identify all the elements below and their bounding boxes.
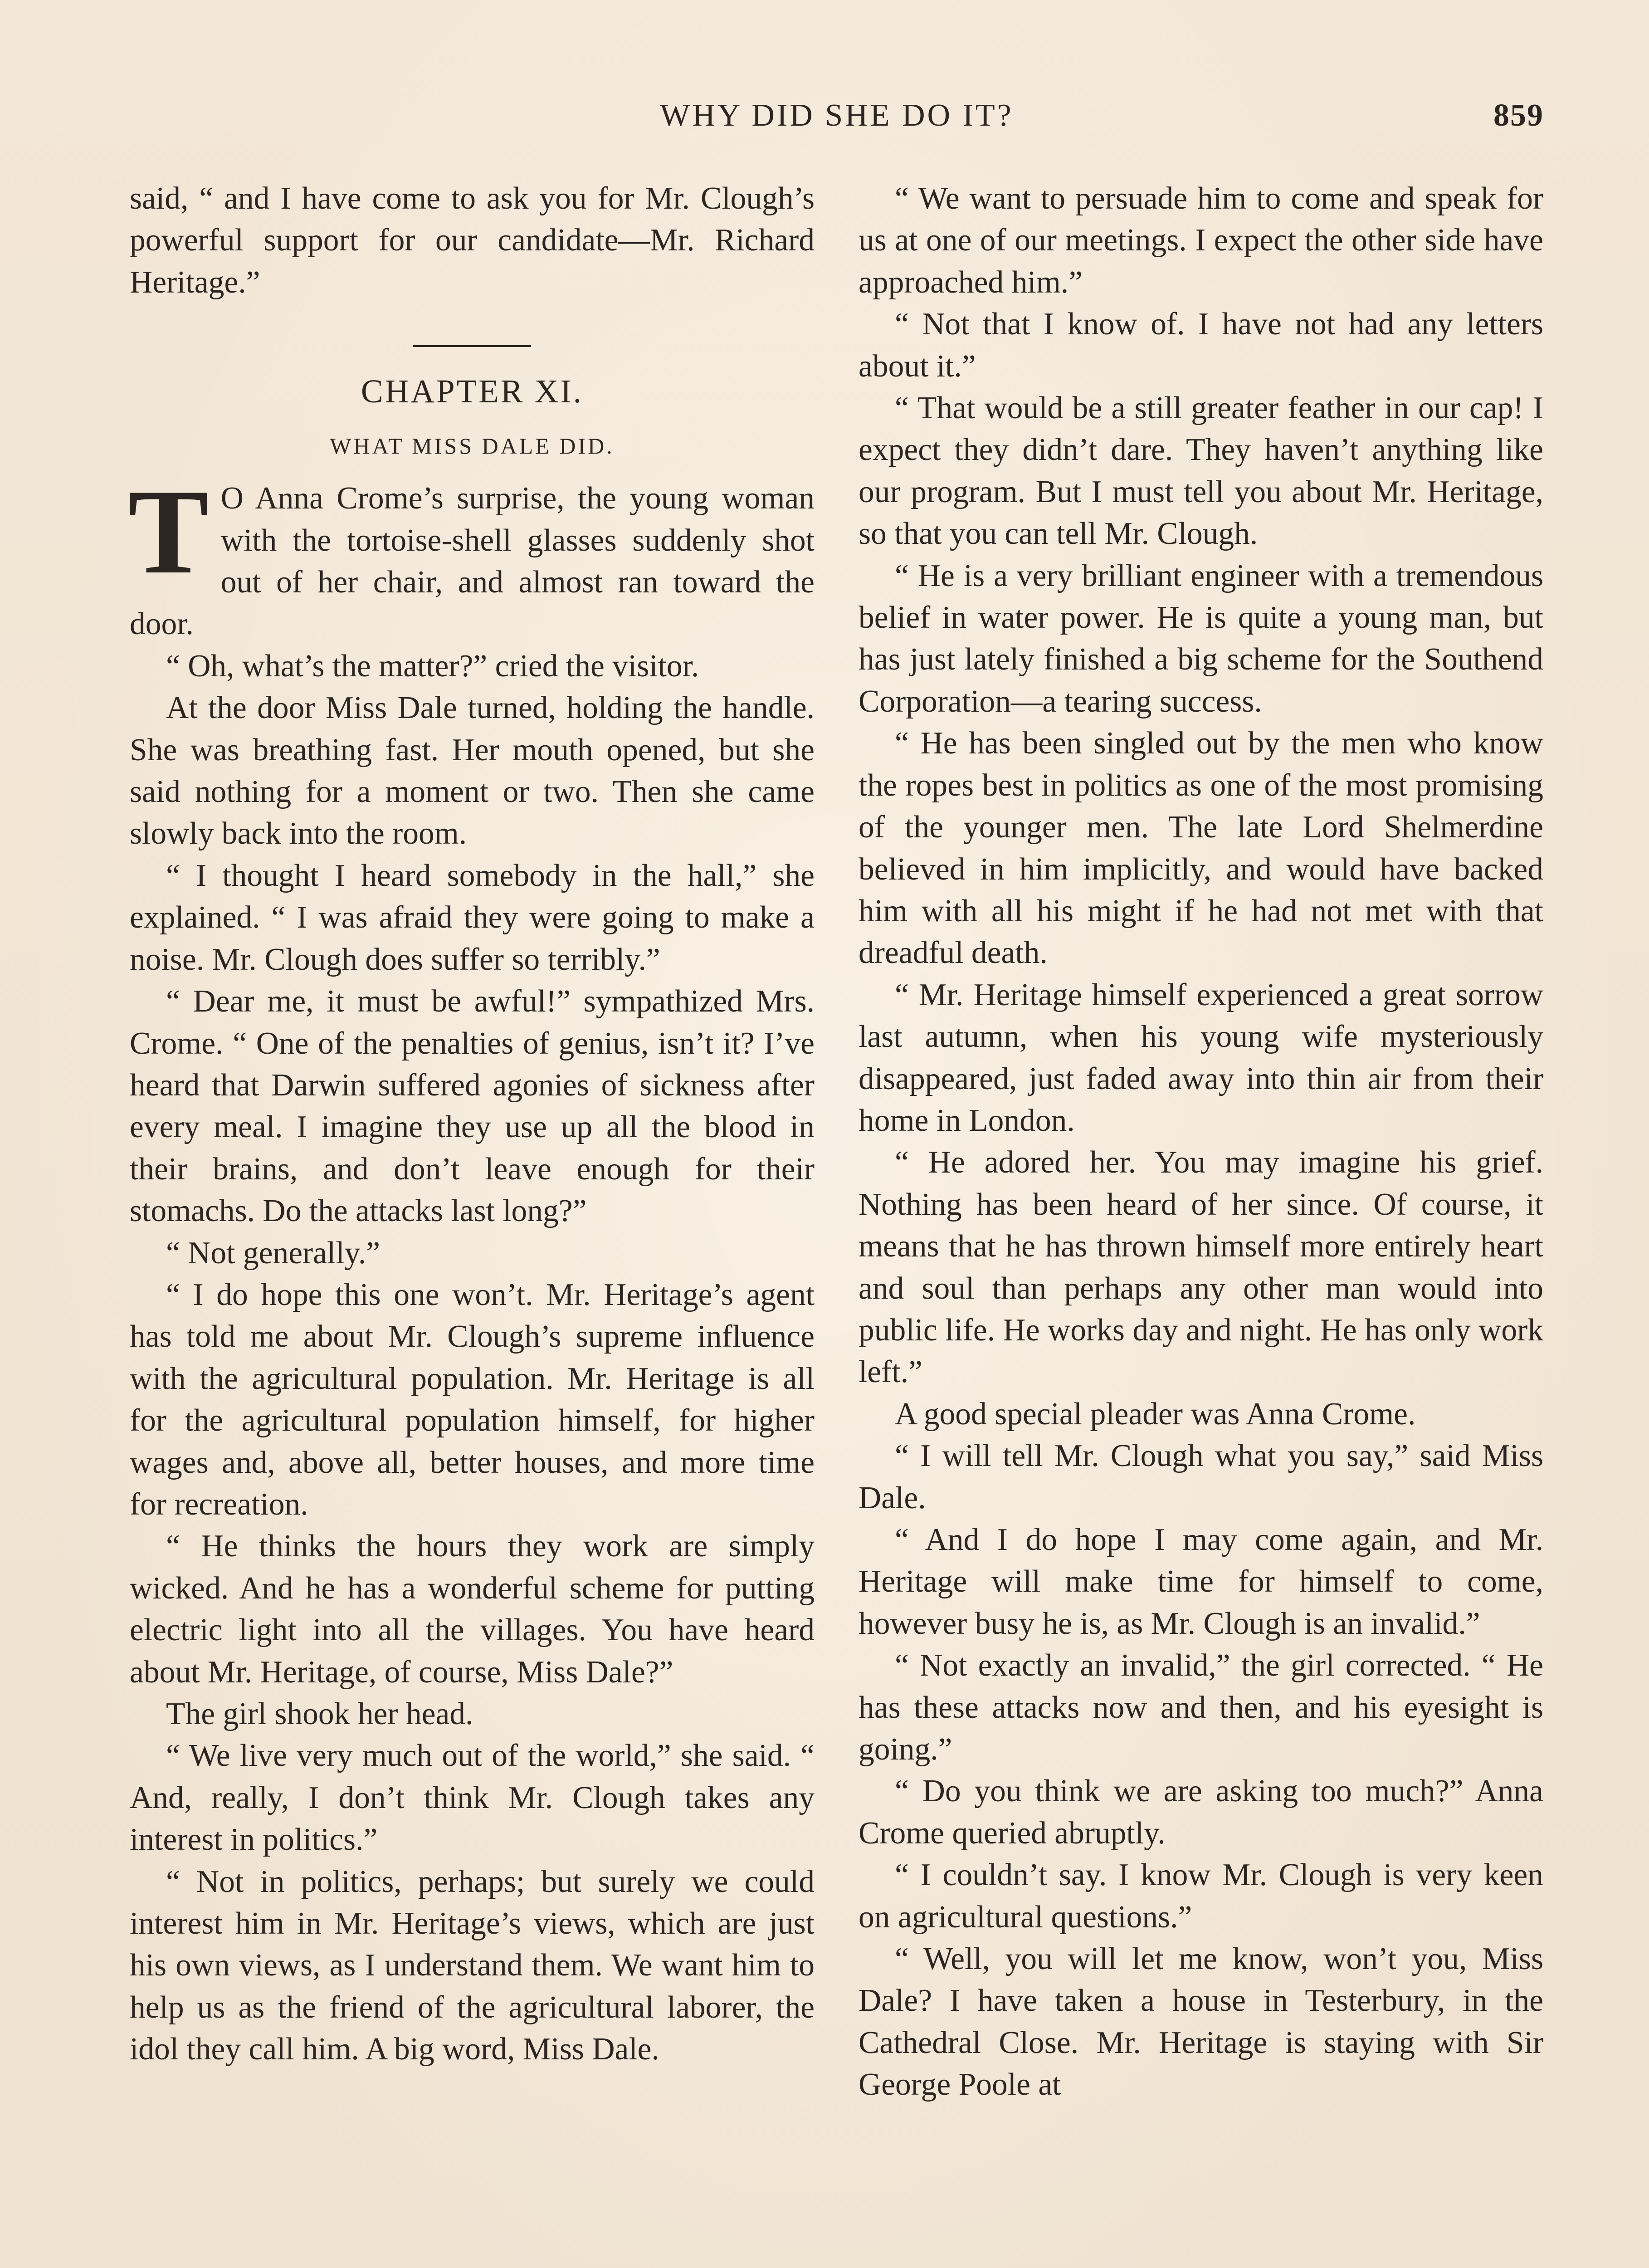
paragraph: “ Dear me, it must be awful!” sympathized Mrs. Crome. “ One of the penalties of genius, isn’t it? I’ve heard that Darwin suffered agonies of sickness after every meal. I imagine they use up all the blood in their brains, and don’t leave enough for their stomachs. Do the attacks last long?” (130, 984, 815, 1229)
paragraph: At the door Miss Dale turned, holding the handle. She was breathing fast. Her mouth opened, but she said nothing for a moment or two. Then she came slowly back into the room. (130, 690, 815, 851)
paragraph: “ Not generally.” (166, 1235, 381, 1271)
paragraph: “ He is a very brilliant engineer with a tremendous belief in water power. He is quite a young man, but has just lately finished a big scheme for the Southend Corporation—a tearing success. (859, 558, 1543, 719)
opening-paragraph (128, 464, 815, 645)
paragraph: “ Oh, what’s the matter?” cried the visitor. (166, 648, 699, 684)
paragraph: “ That would be a still greater feather in our cap! I expect they didn’t dare. They haven’t anything like our program. But I must tell you about Mr. Heritage, so that you can tell Mr. Clough. (859, 391, 1543, 552)
page-number: 859 (1493, 98, 1544, 133)
chapter-subtitle: WHAT MISS DALE DID. (330, 433, 615, 459)
paragraph: said, “ and I have come to ask you for Mr. Clough’s powerful support for our candidate—Mr. Richard Heritage.” (130, 181, 815, 300)
paragraph: “ I will tell Mr. Clough what you say,” said Miss Dale. (859, 1438, 1543, 1515)
page-header (130, 98, 1544, 147)
paragraph: “ Do you think we are asking too much?” Anna Crome queried abruptly. (859, 1774, 1543, 1851)
paragraph: “ He adored her. You may imagine his grief. Nothing has been heard of her since. Of course, it means that he has thrown himself more entirely heart and soul than perhaps any other man would into public life. He works day and night. He has only work left.” (859, 1145, 1543, 1390)
right-column (859, 178, 1543, 2106)
running-title: WHY DID SHE DO IT? (660, 98, 1014, 133)
paragraph: “ I do hope this one won’t. Mr. Heritage’s agent has told me about Mr. Clough’s supreme influence with the agricultural population. Mr. Heritage is all for the agricultural population himself, for higher wages and, above all, better houses, and more time for recreation. (130, 1277, 815, 1522)
paragraph: “ He thinks the hours they work are simply wicked. And he has a wonderful scheme for putting electric light into all the villages. You have heard about Mr. Heritage, of course, Miss Dale?” (130, 1529, 815, 1690)
paragraph: The girl shook her head. (166, 1696, 473, 1731)
paragraph: “ Not that I know of. I have not had any letters about it.” (859, 307, 1543, 384)
paragraph: “ He has been singled out by the men who know the ropes best in politics as one of the most promising of the younger men. The late Lord Shelmerdine believed in him implicitly, and would have backed him with all his might if he had not met with that dreadful death. (859, 726, 1543, 971)
paragraph: “ And I do hope I may come again, and Mr. Heritage will make time for himself to come, however busy he is, as Mr. Clough is an invalid.” (859, 1522, 1543, 1641)
paragraph: “ We live very much out of the world,” she said. “ And, really, I don’t think Mr. Clough takes any interest in politics.” (130, 1738, 815, 1857)
paragraph: “ I thought I heard somebody in the hall,” she explained. “ I was afraid they were going to make a noise. Mr. Clough does suffer so terribly.” (130, 858, 815, 977)
opening-text: O Anna Crome’s surprise, the young woman with the tortoise-shell glasses suddenly shot out of her chair, and almost ran toward the door. (130, 481, 815, 642)
paragraph: “ We want to persuade him to come and speak for us at one of our meetings. I expect the other side have approached him.” (859, 181, 1543, 300)
chapter-heading: CHAPTER XI. (361, 373, 584, 410)
paragraph: “ Not in politics, perhaps; but surely we could interest him in Mr. Heritage’s views, which are just his own views, as I understand them. We want him to help us as the friend of the agricultural laborer, the idol they call him. A big word, Miss Dale. (130, 1864, 815, 2067)
section-divider (413, 345, 531, 347)
paragraph: A good special pleader was Anna Crome. (895, 1396, 1416, 1432)
paragraph: “ Mr. Heritage himself experienced a great sorrow last autumn, when his young wife mysteriously disappeared, just faded away into thin air from their home in London. (859, 977, 1543, 1138)
left-column (130, 178, 815, 2071)
paragraph: “ Well, you will let me know, won’t you, Miss Dale? I have taken a house in Testerbury, in the Cathedral Close. Mr. Heritage is staying with Sir George Poole at (859, 1941, 1543, 2102)
drop-cap: T (128, 464, 209, 599)
paragraph: “ Not exactly an invalid,” the girl corrected. “ He has these attacks now and then, and his eyesight is going.” (859, 1648, 1543, 1767)
paragraph: “ I couldn’t say. I know Mr. Clough is very keen on agricultural questions.” (859, 1857, 1543, 1935)
